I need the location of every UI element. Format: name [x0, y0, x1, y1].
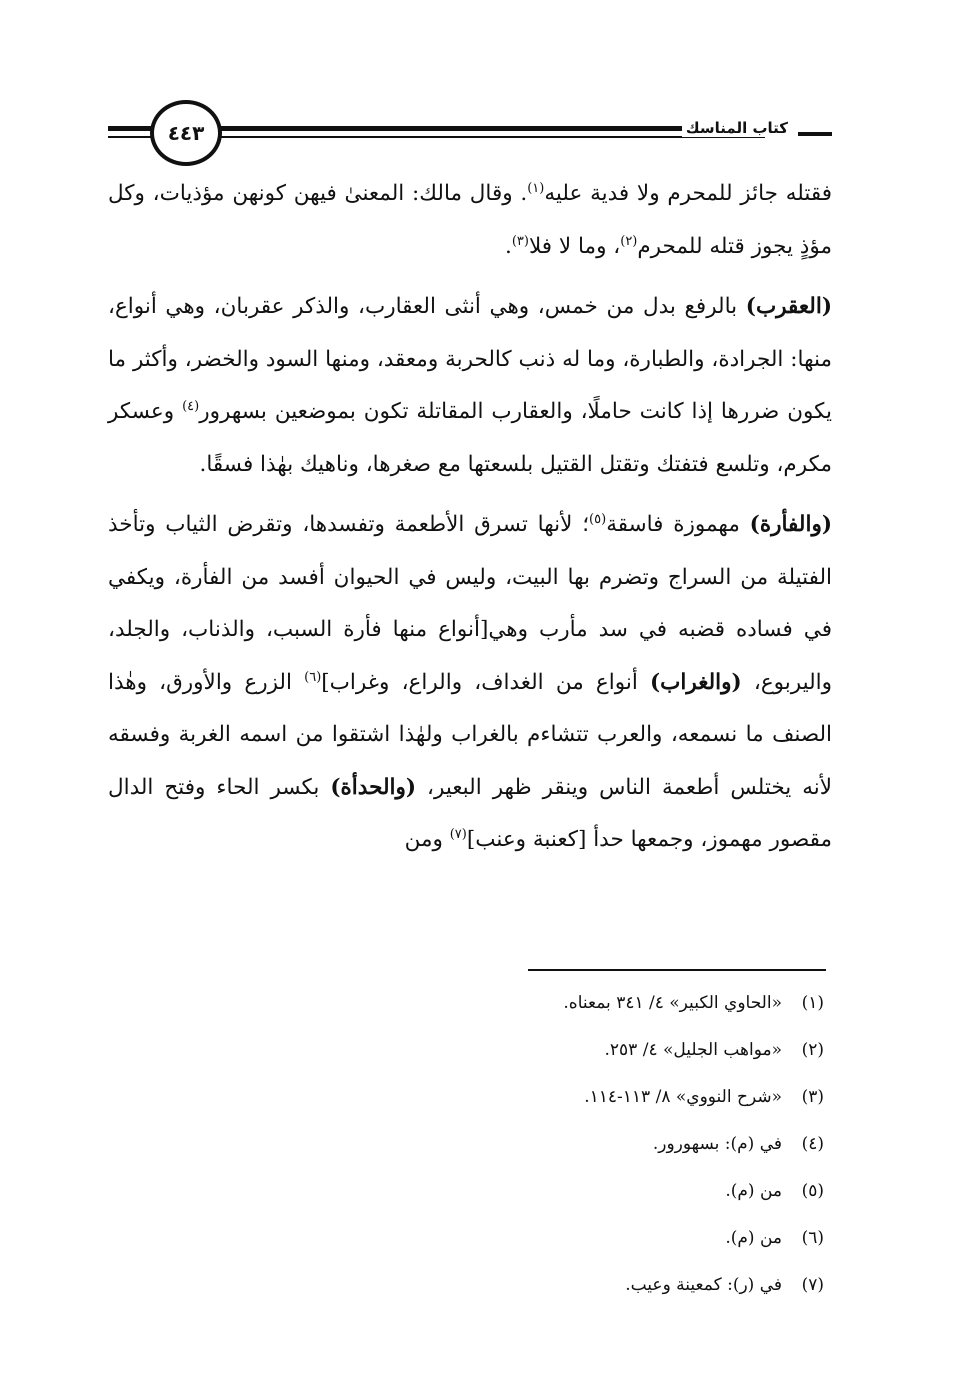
- text-run: ؛ لأنها تسرق الأطعمة وتفسدها، وتقرض الثياب وتأخذ الفتيلة من السراج وتضرم بها البيت، وليس في الحيوان أفسد من الفأرة، ويكفي في فساده قضبه في سد مأرب وهي[أنواع منها فأرة السبب، والذناب، والجلد، واليربوع،: [108, 512, 832, 695]
- text-run: .: [504, 233, 512, 259]
- footnote-reference: (٤): [182, 398, 200, 414]
- text-run: بالرفع بدل من خمس، وهي أنثى العقارب، والذكر عقربان، وهي أنواع، منها: الجرادة، والطبارة، وما له ذنب كالحربة ومعقد، ومنها السود والخضر، وأكثر ما يكون ضررها إذا كانت حاملًا، والعقارب المقاتلة تكون بموضعين بسهرور: [108, 294, 832, 424]
- footnote-number: (٥): [801, 1181, 824, 1201]
- footnote-text: في (ر): كمعينة وعيب.: [625, 1275, 782, 1295]
- page-number: ٤٤٣: [167, 121, 205, 145]
- text-run: فقتله جائز للمحرم ولا فدية عليه: [544, 181, 832, 206]
- footnote-item: [108, 1215, 832, 1262]
- footnotes: [108, 980, 832, 1309]
- paragraph: [108, 281, 832, 491]
- footnote-text: من (م).: [725, 1181, 782, 1201]
- footnote-number: (١): [801, 993, 824, 1013]
- footnote-text: «شرح النووي» ٨/ ١١٣-١١٤.: [584, 1087, 782, 1107]
- main-text: [108, 168, 832, 867]
- paragraph: [108, 168, 832, 273]
- footnote-text: في (م): بسهورور.: [652, 1134, 782, 1154]
- footnote-text: «مواهب الجليل» ٤/ ٢٥٣.: [604, 1040, 782, 1060]
- text-run: مهموزة فاسقة: [606, 512, 750, 537]
- text-run: . وقال مالك: المعنىٰ فيهن كونهن مؤذيات، وكل مؤذٍ يجوز قتله للمحرم: [108, 181, 832, 259]
- footnote-item: [108, 1027, 832, 1074]
- footnote-item: [108, 1262, 832, 1309]
- text-run: أنواع من الغداف، والراع، وغراب]: [321, 669, 650, 695]
- footnote-item: [108, 1121, 832, 1168]
- text-run: ومن: [404, 827, 450, 852]
- footnote-number: (٧): [801, 1275, 824, 1295]
- footnote-reference: (٥): [589, 511, 607, 527]
- footnote-number: (٢): [801, 1040, 824, 1060]
- paragraph: [108, 499, 832, 867]
- bold-term: (والغراب): [649, 669, 742, 695]
- text-run: بكسر الحاء وفتح الدال مقصور مهموز، وجمعها حدأ [كعنبة وعنب]: [108, 774, 832, 852]
- footnote-text: «الحاوي الكبير» ٤/ ٣٤١ بمعناه.: [563, 993, 782, 1013]
- header-rule-right: [798, 132, 832, 136]
- footnote-number: (٦): [801, 1228, 824, 1248]
- footnote-item: [108, 1168, 832, 1215]
- footnote-text: من (م).: [725, 1228, 782, 1248]
- footnote-reference: (١): [527, 180, 545, 196]
- paragraph-lead-term: (والفأرة): [749, 512, 832, 537]
- footnote-number: (٣): [801, 1087, 824, 1107]
- footnote-reference: (٣): [511, 233, 529, 249]
- text-run: الزرع والأورق، وهٰذا الصنف ما نسمعه، والعرب تتشاءم بالغراب ولهٰذا اشتقوا من اسمه الغربة وفسقه لأنه يختلس أطعمة الناس وينقر ظهر البعير،: [108, 669, 832, 800]
- footnote-reference: (٧): [449, 826, 467, 842]
- bold-term: (والحدأة): [330, 774, 417, 800]
- text-run: ، وما لا فلا: [528, 233, 621, 259]
- footnote-separator: [528, 969, 826, 971]
- text-run: وعسكر مكرم، وتلسع فتفتك وتقتل القتيل بلسعتها مع صغرها، وناهيك بهٰذا فسقًا.: [108, 399, 832, 477]
- footnote-item: [108, 1074, 832, 1121]
- footnote-reference: (٦): [304, 669, 322, 685]
- paragraph-lead-term: (العقرب): [745, 294, 832, 319]
- page-header: [108, 96, 832, 170]
- footnote-reference: (٢): [620, 233, 638, 249]
- footnote-number: (٤): [801, 1134, 824, 1154]
- footnote-item: [108, 980, 832, 1027]
- running-title: كتاب المناسك: [682, 119, 792, 137]
- page-number-badge: [150, 100, 222, 166]
